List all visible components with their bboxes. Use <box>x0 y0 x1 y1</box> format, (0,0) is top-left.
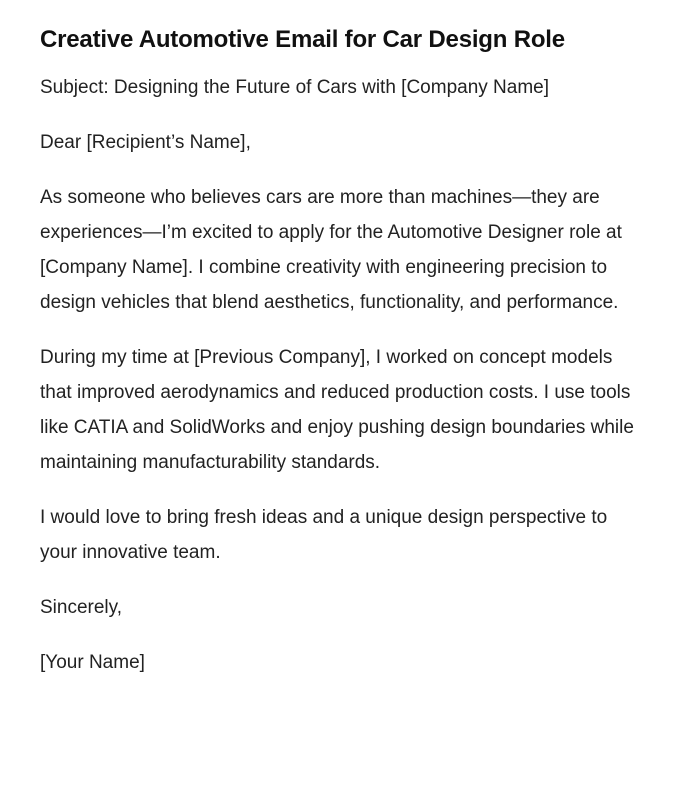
email-document <box>40 24 640 680</box>
email-paragraph-intro: As someone who believes cars are more than machines—they are experiences—I’m excited to apply for the Automotive Designer role at [Company Name]. I combine creativity with engineering precision to design vehicles that blend aesthetics, functionality, and performance. <box>40 187 622 313</box>
email-closing: Sincerely, <box>40 597 123 618</box>
email-paragraph-experience: During my time at [Previous Company], I worked on concept models that improved aerodynamics and reduced production costs. I use tools like CATIA and SolidWorks and enjoy pushing design boundaries while maintaining manufacturability standards. <box>40 347 634 473</box>
email-greeting: Dear [Recipient’s Name], <box>40 132 251 153</box>
document-title: Creative Automotive Email for Car Design Role <box>40 26 565 53</box>
email-subject: Subject: Designing the Future of Cars with [Company Name] <box>40 77 550 98</box>
email-paragraph-closing-remark: I would love to bring fresh ideas and a unique design perspective to your innovative team. <box>40 507 608 563</box>
email-signature: [Your Name] <box>40 652 145 673</box>
